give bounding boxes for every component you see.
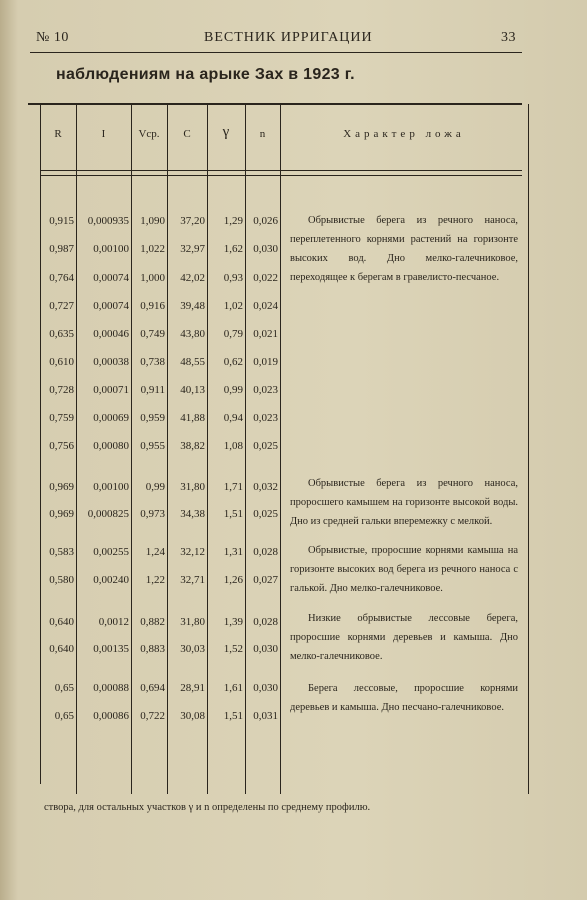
column-header: C	[183, 128, 191, 140]
column-divider	[207, 104, 208, 794]
column-header: R	[54, 128, 62, 140]
column-divider	[280, 104, 281, 794]
page-number: 33	[501, 30, 516, 45]
table-cell: 0,021	[253, 328, 278, 340]
table-cell: 34,38	[180, 508, 205, 520]
column-header: I	[101, 128, 106, 140]
table-cell: 31,80	[180, 481, 205, 493]
table-cell: 1,29	[223, 215, 243, 227]
journal-title: ВЕСТНИК ИРРИГАЦИИ	[204, 30, 373, 45]
table-cell: 0,00069	[93, 412, 129, 424]
table-cell: 0,00074	[93, 272, 129, 284]
table-cell: 0,00135	[93, 643, 129, 655]
table-cell: 0,969	[49, 481, 74, 493]
table-cell: 1,22	[145, 574, 165, 586]
bed-description: Обрывистые берега из речного наноса, переплетенного корнями растений на горизонте высоких вод. Дно мелко-галечниковое, переходящее к берегам в гравелисто-песчаное.	[290, 215, 518, 283]
column-divider	[131, 104, 132, 794]
table-cell: 0,030	[253, 682, 278, 694]
table-cell: 0,583	[49, 546, 74, 558]
table-cell: 32,71	[180, 574, 205, 586]
table-cell: 0,973	[140, 508, 165, 520]
table-cell: 0,955	[140, 440, 165, 452]
column-header: Vcp.	[138, 128, 160, 140]
table-cell: 0,00086	[93, 710, 129, 722]
table-cell: 0,722	[140, 710, 165, 722]
table-cell: 0,030	[253, 243, 278, 255]
table-cell: 0,031	[253, 710, 278, 722]
running-header	[36, 30, 516, 50]
table-cell: 0,94	[223, 412, 243, 424]
table-cell: 0,00074	[93, 300, 129, 312]
table-cell: 0,00240	[93, 574, 129, 586]
bed-description: Обрывистые, проросшие корнями камыша на горизонте высоких вод берега из речного наноса с галькой. Дно мелко-галечниковое.	[290, 545, 518, 594]
table-cell: 31,80	[180, 616, 205, 628]
table-cell: 1,62	[223, 243, 243, 255]
table-cell: 0,79	[223, 328, 243, 340]
table-cell: 1,26	[223, 574, 243, 586]
table-cell: 0,026	[253, 215, 278, 227]
table-cell: 0,0012	[98, 616, 129, 628]
header-rule	[30, 52, 522, 53]
table-cell: 40,13	[180, 384, 205, 396]
table-cell: 0,727	[49, 300, 74, 312]
table-cell: 0,694	[140, 682, 165, 694]
table-cell: 0,00255	[93, 546, 129, 558]
issue-number: № 10	[36, 30, 69, 45]
table-cell: 0,756	[49, 440, 74, 452]
table-cell: 0,749	[140, 328, 165, 340]
table-cell: 0,025	[253, 508, 278, 520]
column-divider	[528, 104, 529, 794]
table-cell: 0,99	[223, 384, 243, 396]
table-cell: 0,764	[49, 272, 74, 284]
table-cell: 0,93	[223, 272, 243, 284]
table-cell: 32,12	[180, 546, 205, 558]
table-cell: 0,635	[49, 328, 74, 340]
table-cell: 0,022	[253, 272, 278, 284]
table-cell: 1,022	[140, 243, 165, 255]
table-cell: 0,915	[49, 215, 74, 227]
table-cell: 0,728	[49, 384, 74, 396]
table-cell: 0,969	[49, 508, 74, 520]
bed-description: Низкие обрывистые лессовые берега, проросшие корнями деревьев и камыша. Дно мелко-галечниковое.	[290, 613, 518, 662]
table-cell: 0,025	[253, 440, 278, 452]
footnote: створа, для остальных участков γ и n определены по среднему профилю.	[44, 802, 371, 813]
table-cell: 0,640	[49, 643, 74, 655]
table-cell: 0,024	[253, 300, 278, 312]
column-header: n	[259, 128, 266, 140]
table-cell: 1,090	[140, 215, 165, 227]
table-cell: 48,55	[180, 356, 205, 368]
table-cell: 0,738	[140, 356, 165, 368]
table-cell: 0,023	[253, 412, 278, 424]
column-header: γ	[222, 124, 230, 140]
table-top-rule	[28, 103, 522, 105]
table-cell: 39,48	[180, 300, 205, 312]
table-cell: 0,027	[253, 574, 278, 586]
table-cell: 30,03	[180, 643, 205, 655]
table-cell: 0,580	[49, 574, 74, 586]
table-cell: 28,91	[180, 682, 205, 694]
table-cell: 0,032	[253, 481, 278, 493]
table-cell: 0,00080	[93, 440, 129, 452]
table-cell: 1,08	[223, 440, 243, 452]
column-header: Характер ложа	[343, 128, 465, 140]
table-cell: 0,640	[49, 616, 74, 628]
table-cell: 1,24	[145, 546, 165, 558]
table-cell: 0,916	[140, 300, 165, 312]
table-cell: 0,65	[54, 682, 74, 694]
table-cell: 42,02	[180, 272, 205, 284]
table-cell: 0,00071	[93, 384, 129, 396]
table-cell: 0,759	[49, 412, 74, 424]
table-cell: 1,02	[223, 300, 243, 312]
table-cell: 0,028	[253, 616, 278, 628]
table-cell: 0,023	[253, 384, 278, 396]
table-cell: 0,987	[49, 243, 74, 255]
column-divider	[76, 104, 77, 794]
table-cell: 0,911	[140, 384, 165, 396]
column-divider	[167, 104, 168, 794]
table-cell: 0,030	[253, 643, 278, 655]
table-cell: 0,000825	[87, 508, 129, 520]
table-cell: 1,51	[223, 710, 243, 722]
table-cell: 0,959	[140, 412, 165, 424]
table-cell: 0,00088	[93, 682, 129, 694]
table-cell: 0,610	[49, 356, 74, 368]
table-cell: 43,80	[180, 328, 205, 340]
table-cell: 1,71	[223, 481, 243, 493]
table-cell: 1,61	[223, 682, 243, 694]
table-cell: 30,08	[180, 710, 205, 722]
table-cell: 1,31	[223, 546, 243, 558]
table-cell: 32,97	[180, 243, 205, 255]
table-cell: 0,019	[253, 356, 278, 368]
table-cell: 1,000	[140, 272, 165, 284]
table-cell: 0,65	[54, 710, 74, 722]
bed-description: Обрывистые берега из речного наноса, проросшего камышем на горизонте высокой воды. Дно из средней гальки вперемежку с мелкой.	[290, 478, 518, 527]
table-cell: 0,99	[145, 481, 165, 493]
table-cell: 1,52	[223, 643, 243, 655]
table-cell: 0,00038	[93, 356, 129, 368]
table-cell: 0,00100	[93, 481, 129, 493]
column-divider	[40, 104, 41, 784]
table-cell: 38,82	[180, 440, 205, 452]
column-divider	[245, 104, 246, 794]
table-cell: 0,000935	[87, 215, 129, 227]
table-cell: 0,62	[223, 356, 243, 368]
table-cell: 41,88	[180, 412, 205, 424]
table-cell: 0,883	[140, 643, 165, 655]
table-cell: 1,51	[223, 508, 243, 520]
table-cell: 0,00046	[93, 328, 129, 340]
table-cell: 37,20	[180, 215, 205, 227]
table-cell: 0,882	[140, 616, 165, 628]
table-cell: 1,39	[223, 616, 243, 628]
table-cell: 0,028	[253, 546, 278, 558]
bed-description: Берега лессовые, проросшие корнями деревьев и камыша. Дно песчано-галечниковое.	[290, 683, 518, 713]
table-caption: наблюдениям на арыке Зах в 1923 г.	[56, 66, 355, 83]
table-cell: 0,00100	[93, 243, 129, 255]
